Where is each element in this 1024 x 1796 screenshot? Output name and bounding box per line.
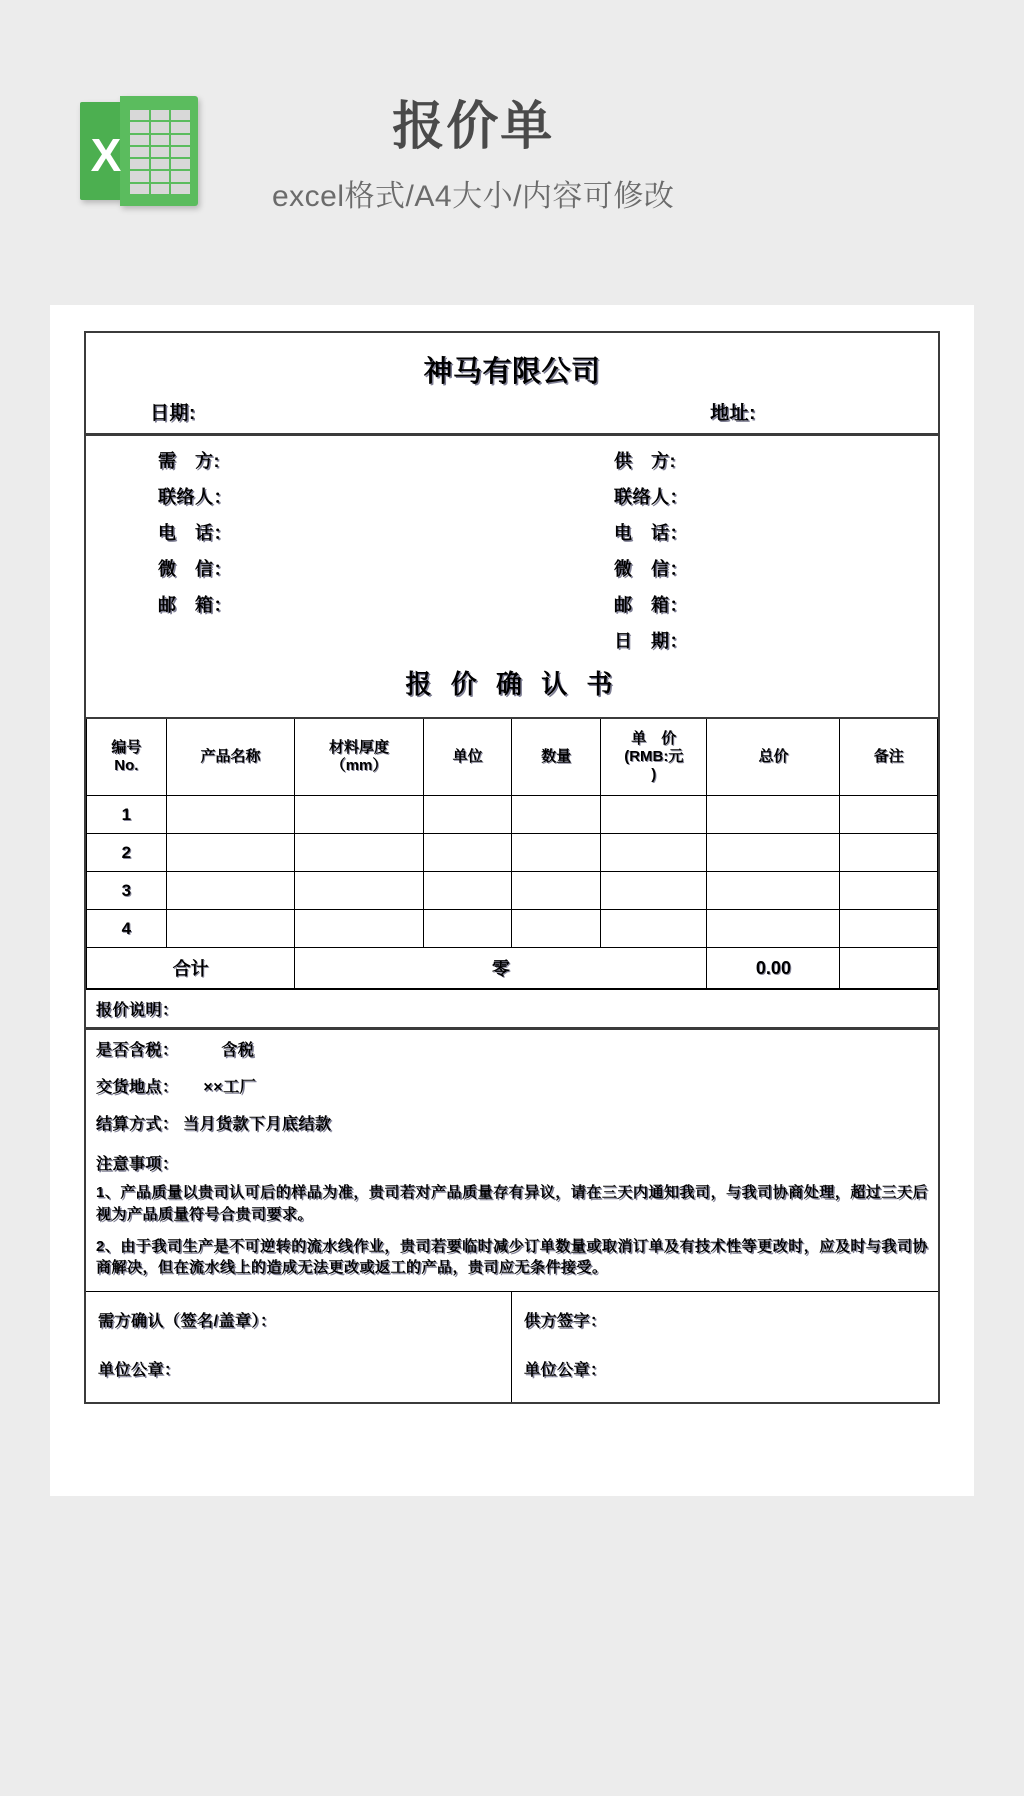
quote-note-row (86, 990, 938, 1030)
buyer-contact-label: 联络人： (158, 487, 232, 507)
col-header-unit: 单位 (423, 718, 512, 796)
table-row[interactable] (87, 796, 938, 834)
terms-title: 注意事项： (96, 1156, 179, 1173)
term-item: 1、产品质量以贵司认可后的样品为准，贵司若对产品质量存有异议，请在三天内通知我司，与我司协商处理，超过三天后视为产品质量符号合贵司要求。 (96, 1184, 928, 1223)
date-label: 日期: (150, 403, 196, 424)
cell-remark[interactable] (840, 834, 938, 872)
cell-no: 4 (87, 910, 167, 948)
cell-thickness[interactable] (295, 910, 424, 948)
col-header-price: 单 价 (RMB:元 ) (601, 718, 707, 796)
signature-section (86, 1292, 938, 1402)
supplier-email-label: 邮 箱： (614, 595, 688, 615)
cell-unit[interactable] (423, 910, 512, 948)
page-title: 报价单 (392, 98, 555, 156)
buyer-wechat-label: 微 信： (158, 559, 232, 579)
banner-text-block (272, 96, 674, 215)
cell-name[interactable] (166, 910, 295, 948)
col-header-total: 总价 (707, 718, 840, 796)
supplier-date-label: 日 期： (614, 631, 688, 651)
buyer-email-label: 邮 箱： (158, 595, 232, 615)
delivery-row (86, 1067, 938, 1104)
col-header-remark: 备注 (840, 718, 938, 796)
document-sheet (50, 305, 974, 1496)
total-words: 零 (295, 948, 707, 989)
excel-icon-grid (130, 110, 190, 194)
date-address-row (86, 392, 938, 436)
cell-thickness[interactable] (295, 834, 424, 872)
cell-total[interactable] (707, 910, 840, 948)
page-subtitle: excel格式/A4大小/内容可修改 (272, 179, 675, 213)
parties-section (86, 436, 938, 656)
cell-unit[interactable] (423, 796, 512, 834)
cell-thickness[interactable] (295, 872, 424, 910)
supplier-signature-cell[interactable] (512, 1292, 938, 1402)
excel-icon-letter: X (90, 129, 122, 181)
supplier-stamp-label: 单位公章： (524, 1362, 607, 1379)
cell-qty[interactable] (512, 872, 601, 910)
col-header-no: 编号 No. (87, 718, 167, 796)
supplier-sign-label: 供方签字： (524, 1313, 607, 1330)
cell-unit[interactable] (423, 834, 512, 872)
quotation-items-table (86, 717, 938, 989)
supplier-phone-label: 电 话： (614, 523, 688, 543)
total-amount: 0.00 (707, 948, 840, 989)
supplier-contact-label: 联络人： (614, 487, 688, 507)
cell-no: 1 (87, 796, 167, 834)
total-label: 合计 (87, 948, 295, 989)
table-row[interactable] (87, 834, 938, 872)
address-label: 地址: (710, 403, 756, 424)
tax-label: 是否含税： (96, 1042, 179, 1059)
cell-total[interactable] (707, 796, 840, 834)
cell-total[interactable] (707, 872, 840, 910)
tax-value: 含税 (221, 1042, 255, 1059)
supplier-wechat-label: 微 信： (614, 559, 688, 579)
page-footer-space (0, 1496, 1024, 1796)
banner-content (80, 96, 674, 215)
cell-qty[interactable] (512, 910, 601, 948)
buyer-confirm-label: 需方确认（签名/盖章）： (98, 1313, 277, 1330)
col-header-thickness: 材料厚度 （mm） (295, 718, 424, 796)
buyer-phone-label: 电 话： (158, 523, 232, 543)
terms-block (86, 1141, 938, 1292)
cell-price[interactable] (601, 910, 707, 948)
quote-note-label: 报价说明： (96, 1002, 179, 1019)
cell-thickness[interactable] (295, 796, 424, 834)
cell-price[interactable] (601, 872, 707, 910)
cell-total[interactable] (707, 834, 840, 872)
notes-section (86, 989, 938, 1292)
cell-price[interactable] (601, 796, 707, 834)
settlement-row (86, 1104, 938, 1141)
buyer-signature-cell[interactable] (86, 1292, 512, 1402)
table-row[interactable] (87, 910, 938, 948)
total-remark (840, 948, 938, 989)
quotation-document (84, 331, 940, 1404)
buyer-stamp-label: 单位公章： (98, 1362, 181, 1379)
tax-row (86, 1030, 938, 1067)
cell-name[interactable] (166, 872, 295, 910)
delivery-value: ××工厂 (203, 1079, 257, 1096)
settlement-value: 当月货款下月底结款 (182, 1116, 332, 1133)
cell-no: 3 (87, 872, 167, 910)
excel-file-icon (80, 96, 198, 206)
cell-qty[interactable] (512, 796, 601, 834)
cell-unit[interactable] (423, 872, 512, 910)
table-header-row (87, 718, 938, 796)
delivery-label: 交货地点： (96, 1079, 179, 1096)
table-total-row (87, 948, 938, 989)
cell-name[interactable] (166, 834, 295, 872)
term-item: 2、由于我司生产是不可逆转的流水线作业，贵司若要临时减少订单数量或取消订单及有技术性等更改时，应及时与我司协商解决，但在流水线上的造成无法更改或返工的产品，贵司应无条件接受。 (96, 1237, 928, 1277)
cell-remark[interactable] (840, 910, 938, 948)
cell-name[interactable] (166, 796, 295, 834)
buyer-party-label: 需 方: (158, 451, 220, 471)
settlement-label: 结算方式： (96, 1116, 179, 1133)
col-header-qty: 数量 (512, 718, 601, 796)
buyer-column (86, 452, 512, 650)
company-name: 神马有限公司 (423, 356, 601, 388)
table-row[interactable] (87, 872, 938, 910)
supplier-party-label: 供 方: (614, 451, 676, 471)
cell-price[interactable] (601, 834, 707, 872)
company-title-row (86, 333, 938, 392)
cell-no: 2 (87, 834, 167, 872)
supplier-column (512, 452, 938, 650)
cell-qty[interactable] (512, 834, 601, 872)
cell-remark[interactable] (840, 872, 938, 910)
col-header-name: 产品名称 (166, 718, 295, 796)
confirmation-title: 报 价 确 认 书 (405, 669, 619, 699)
cell-remark[interactable] (840, 796, 938, 834)
promo-banner (0, 0, 1024, 305)
